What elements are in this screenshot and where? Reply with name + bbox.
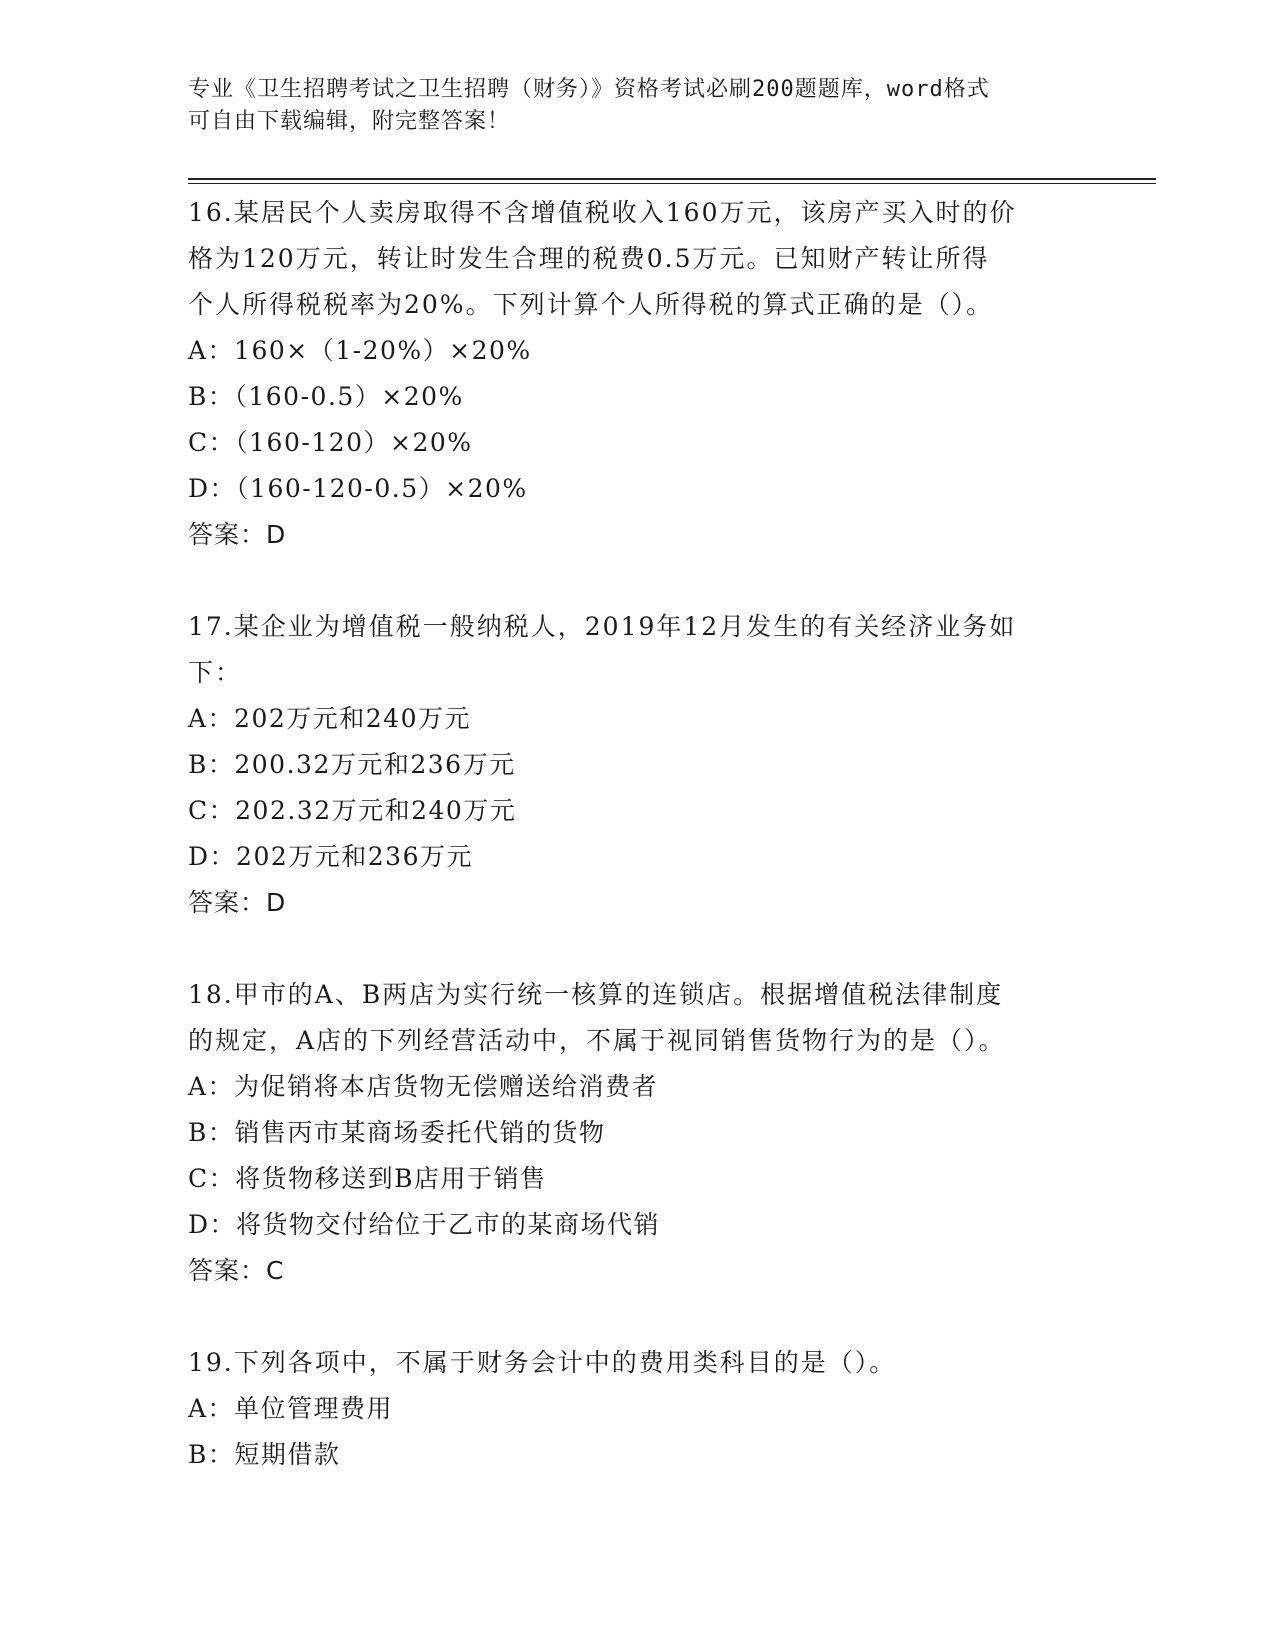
option-b: B：（160-0.5）×20% bbox=[188, 382, 464, 411]
question-stem-line: 18.甲市的A、B两店为实行统一核算的连锁店。根据增值税法律制度 bbox=[188, 980, 1004, 1009]
question-stem-line: 个人所得税税率为20%。下列计算个人所得税的算式正确的是（）。 bbox=[188, 290, 994, 319]
option-b: B：200.32万元和236万元 bbox=[188, 750, 516, 779]
question-18 bbox=[188, 972, 1088, 1294]
option-b: B：短期借款 bbox=[188, 1440, 341, 1469]
question-stem-line: 19.下列各项中，不属于财务会计中的费用类科目的是（）。 bbox=[188, 1348, 897, 1377]
question-stem-line: 下： bbox=[188, 658, 243, 687]
header-line-2: 可自由下载编辑，附完整答案！ bbox=[188, 109, 511, 134]
question-stem-line: 16.某居民个人卖房取得不含增值税收入160万元，该房产买入时的价 bbox=[188, 198, 1017, 227]
question-19 bbox=[188, 1340, 1088, 1478]
option-d: D：将货物交付给位于乙市的某商场代销 bbox=[188, 1210, 661, 1239]
option-c: C：将货物移送到B店用于销售 bbox=[188, 1164, 547, 1193]
header-divider-thin bbox=[188, 183, 1156, 184]
header-divider-thick bbox=[188, 178, 1156, 180]
option-c: C：202.32万元和240万元 bbox=[188, 796, 517, 825]
option-d: D：（160-120-0.5）×20% bbox=[188, 474, 528, 503]
option-b: B：销售丙市某商场委托代销的货物 bbox=[188, 1118, 606, 1147]
option-a: A：为促销将本店货物无偿赠送给消费者 bbox=[188, 1072, 659, 1101]
option-d: D：202万元和236万元 bbox=[188, 842, 473, 871]
question-list bbox=[188, 190, 1088, 1524]
option-a: A：202万元和240万元 bbox=[188, 704, 471, 733]
document-header bbox=[188, 74, 1068, 138]
header-line-1: 专业《卫生招聘考试之卫生招聘（财务）》资格考试必刷200题题库，word格式 bbox=[188, 77, 990, 102]
answer-text: 答案：D bbox=[188, 888, 287, 917]
question-stem-line: 17.某企业为增值税一般纳税人，2019年12月发生的有关经济业务如 bbox=[188, 612, 1017, 641]
option-a: A：单位管理费用 bbox=[188, 1394, 394, 1423]
question-stem-line: 的规定，A店的下列经营活动中，不属于视同销售货物行为的是（）。 bbox=[188, 1026, 1006, 1055]
question-16 bbox=[188, 190, 1088, 558]
answer-text: 答案：C bbox=[188, 1256, 285, 1285]
question-17 bbox=[188, 604, 1088, 926]
question-stem-line: 格为120万元，转让时发生合理的税费0.5万元。已知财产转让所得 bbox=[188, 244, 990, 273]
option-c: C：（160-120）×20% bbox=[188, 428, 473, 457]
option-a: A：160×（1-20%）×20% bbox=[188, 336, 532, 365]
answer-text: 答案：D bbox=[188, 520, 287, 549]
